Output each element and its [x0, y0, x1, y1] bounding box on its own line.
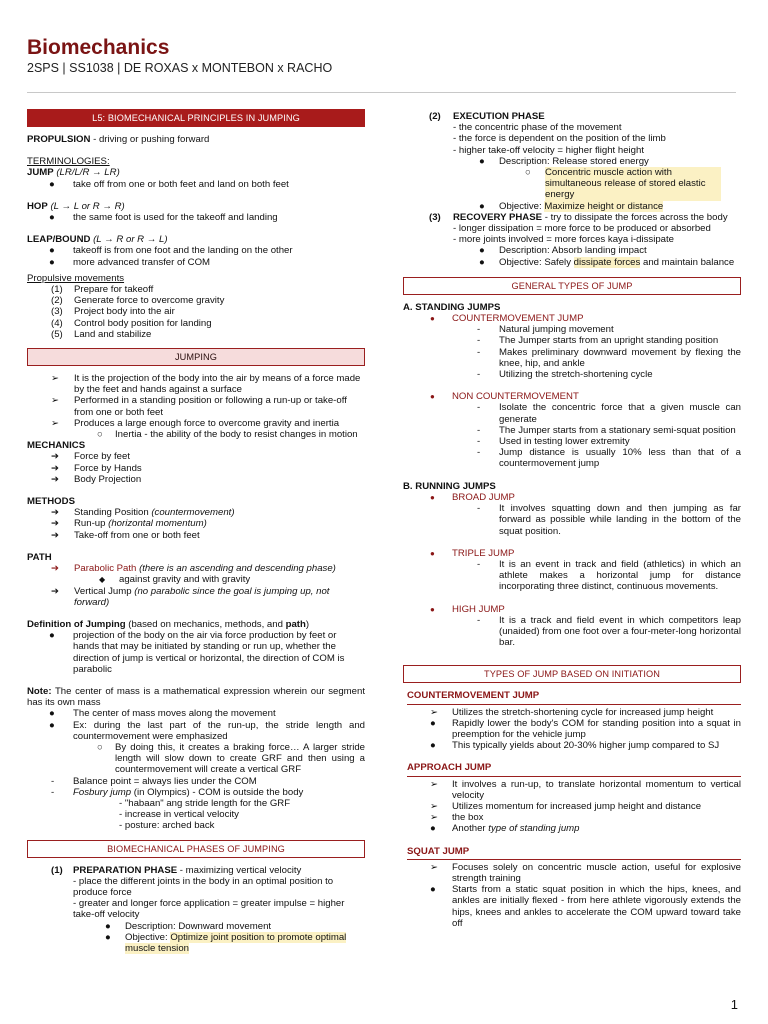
list-item: ➢ It is the projection of the body into the air by means of a force made by the feet and hands against a surface [51, 373, 361, 396]
list-item: ➔ Parabolic Path (there is an ascending and descending phase) [51, 563, 336, 575]
init-cmj-heading: COUNTERMOVEMENT JUMP [407, 690, 741, 704]
list-item: ➢ Focuses solely on concentric muscle action, useful for explosive strength training [430, 861, 741, 884]
jump-term-line [27, 167, 365, 178]
bullet-icon: ● [430, 392, 435, 402]
list-item: ● Objective: Maximize height or distance [479, 200, 664, 212]
leap-notation: (L → R or R → L) [90, 234, 168, 246]
category-triple: ● TRIPLE JUMP [430, 547, 515, 559]
page-number: 1 [730, 997, 738, 1012]
list-item: ➔ Force by Hands [51, 462, 142, 474]
section-band-initiation: TYPES OF JUMP BASED ON INITIATION [403, 665, 741, 683]
bullet-icon: ● [49, 719, 55, 731]
arrow-icon: ➢ [51, 373, 60, 385]
arrow-right-icon: ➔ [51, 462, 60, 474]
list-item: ➢ the box [430, 812, 484, 824]
fosbury-sub: - "habaan" ang stride length for the GRF [119, 797, 291, 809]
propulsive-heading: Propulsive movements [27, 272, 125, 284]
hop-notation: (L → L or R → R) [47, 200, 125, 212]
list-item: ◆ against gravity and with gravity [99, 574, 251, 586]
bullet-icon: ● [49, 256, 55, 268]
list-item: ➔ Run-up (horizontal momentum) [51, 518, 207, 530]
list-item: ● Description: Release stored energy [479, 155, 649, 167]
fosbury-sub: - increase in vertical velocity [119, 809, 239, 821]
propulsion-line [27, 134, 365, 145]
standing-heading: A. STANDING JUMPS [403, 301, 501, 313]
terminologies-heading: TERMINOLOGIES: [27, 156, 110, 168]
methods-heading: METHODS [27, 496, 75, 508]
list-item: - The Jumper starts from a stationary semi-squat position [477, 424, 736, 436]
section-band-general: GENERAL TYPES OF JUMP [403, 277, 741, 295]
note-line: Note: The center of mass is a mathematical expression wherein our segment has its own mass [27, 685, 365, 709]
arrow-right-icon: ➔ [51, 507, 60, 519]
approach-heading: APPROACH JUMP [407, 762, 741, 776]
jump-notation: (LR/L/R → LR) [53, 167, 120, 179]
bullet-icon: ● [479, 245, 485, 257]
list-item: ➔ Take-off from one or both feet [51, 529, 200, 541]
list-item: - It is a track and field event in which competitors leap (unaided) from one foot over a four-meter-long horizontal bar. [477, 614, 741, 649]
leap-term: LEAP/BOUND [27, 234, 91, 246]
bullet-icon: ● [105, 931, 111, 943]
list-item: - Utilizing the stretch-shortening cycle [477, 369, 653, 381]
list-item: ● Ex: during the last part of the run-up, the stride length and countermovement were emphasized [49, 719, 365, 742]
exec-line: - higher take-off velocity = higher flight height [453, 144, 645, 156]
definition-line: Definition of Jumping (based on mechanics, methods, and path) [27, 618, 310, 630]
list-item: - It is an event in track and field (athletics) in which an athlete makes a horizontal jump for distance incorporating three distinct, continuous movements. [477, 558, 741, 593]
page-title: Biomechanics [27, 36, 170, 59]
list-item: (3) Project body into the air [51, 306, 175, 318]
bullet-icon: ● [430, 314, 435, 324]
arrow-icon: ➢ [51, 395, 60, 407]
list-item: ➢ Utilizes momentum for increased jump height and distance [430, 800, 702, 812]
list-item: ● Description: Absorb landing impact [479, 245, 647, 257]
list-item: ● projection of the body on the air via force production by feet or hands that may be initiated by standing or run up, whether the direction of jump is vertical or horizontal, the direction of COM is parabolic [49, 630, 345, 675]
arrow-right-icon: ➔ [51, 473, 60, 485]
rec-line: - more joints involved = more forces kaya i-dissipate [453, 234, 675, 246]
bullet-icon: ● [430, 604, 435, 614]
arrow-icon: ➢ [51, 417, 60, 429]
list-item: ● Objective: Safely dissipate forces and maintain balance [479, 256, 735, 268]
list-item: ➢ Performed in a standing position or following a run-up or take-off from one or both feet [51, 395, 347, 418]
path-heading: PATH [27, 551, 52, 563]
list-item: - Jump distance is usually 10% less than that of a countermovement jump [477, 447, 741, 470]
bullet-icon: ● [430, 548, 435, 558]
list-item: ● the same foot is used for the takeoff and landing [49, 212, 278, 224]
right-column [403, 111, 741, 929]
list-item: (2) Generate force to overcome gravity [51, 295, 225, 307]
list-item: (4) Control body position for landing [51, 317, 212, 329]
hop-term-line [27, 201, 365, 212]
list-item: ● Starts from a static squat position in which the hips, knees, and ankles are initially flexed - from here athlete vigorously extends the hips, knees and ankles to accelerate the COM upward toward take off [430, 884, 741, 929]
leap-term-line [27, 234, 365, 245]
list-item: ● take off from one or both feet and land on both feet [49, 178, 289, 190]
exec-line: - the concentric phase of the movement [453, 122, 622, 134]
mechanics-heading: MECHANICS [27, 440, 86, 452]
list-item: ➔ Force by feet [51, 451, 130, 463]
category-high: ● HIGH JUMP [430, 603, 505, 615]
jump-term: JUMP [27, 167, 54, 179]
page-subtitle: 2SPS | SS1038 | DE ROXAS x MONTEBON x RACHO [27, 61, 333, 75]
list-item: ➢ Utilizes the stretch-shortening cycle for increased jump height [430, 706, 714, 718]
list-item: ● Objective: Optimize joint position to promote optimal muscle tension [105, 931, 347, 954]
left-column [27, 106, 365, 954]
arrow-right-icon: ➔ [51, 451, 60, 463]
arrow-right-icon: ➔ [51, 563, 60, 575]
list-item: ● The center of mass moves along the movement [49, 708, 276, 720]
circle-bullet-icon: ○ [97, 741, 103, 753]
fosbury-sub: - posture: arched back [119, 820, 215, 832]
list-item: - Natural jumping movement [477, 324, 614, 336]
phase-execution: (2) EXECUTION PHASE [429, 111, 545, 122]
bullet-icon: ● [49, 630, 55, 642]
category-cmj: ● COUNTERMOVEMENT JUMP [430, 313, 584, 325]
bullet-icon: ● [49, 245, 55, 257]
circle-bullet-icon: ○ [97, 429, 103, 441]
bullet-icon: ● [430, 823, 436, 835]
list-item: ➔ Body Projection [51, 473, 142, 485]
category-ncm: ● NON COUNTERMOVEMENT [430, 391, 579, 403]
list-item: ○ By doing this, it creates a braking force… A larger stride length will slow down to create GRF and then using a countermovement will create a vertical GRF [97, 741, 365, 776]
list-item: (5) Land and stabilize [51, 328, 152, 340]
list-item: ➔ Standing Position (countermovement) [51, 507, 235, 519]
list-item: ○ Concentric muscle action with simultaneous release of stored elastic energy [403, 167, 741, 201]
list-item: ● Rapidly lower the body's COM for standing position into a squat in preemption for the vehicle jump [430, 717, 741, 740]
list-item: - It involves squatting down and then jumping as far forward as possible while landing in the bottom of the squat position. [477, 503, 741, 537]
category-broad: ● BROAD JUMP [430, 491, 515, 503]
bullet-icon: ● [479, 200, 485, 212]
list-item: - Fosbury jump (in Olympics) - COM is outside the body [51, 786, 304, 798]
bullet-icon: ● [479, 256, 485, 268]
list-item: ● takeoff is from one foot and the landing on the other [49, 245, 293, 257]
list-item: - Balance point = always lies under the COM [51, 775, 257, 787]
bullet-icon: ● [49, 212, 55, 224]
section-band-l5: L5: BIOMECHANICAL PRINCIPLES IN JUMPING [27, 109, 365, 127]
list-item: ● This typically yields about 20-30% higher jump compared to SJ [430, 740, 720, 752]
circle-bullet-icon: ○ [525, 167, 531, 179]
list-item: - The Jumper starts from an upright standing position [477, 335, 719, 347]
list-item: ○ Inertia - the ability of the body to resist changes in motion [97, 429, 358, 441]
list-item: - Makes preliminary downward movement by flexing the knee, hip, and ankle [477, 346, 741, 369]
list-item: ● Another type of standing jump [430, 823, 580, 835]
section-band-jumping: JUMPING [27, 348, 365, 366]
arrow-right-icon: ➔ [51, 585, 60, 597]
arrow-right-icon: ➔ [51, 518, 60, 530]
bullet-icon: ● [479, 155, 485, 167]
diamond-bullet-icon: ◆ [99, 575, 106, 585]
arrow-right-icon: ➔ [51, 529, 60, 541]
bullet-icon: ● [49, 708, 55, 720]
prep-line: - greater and longer force application = greater impulse = higher take-off velocity [73, 898, 345, 921]
running-heading: B. RUNNING JUMPS [403, 480, 496, 492]
squat-heading: SQUAT JUMP [407, 846, 741, 860]
list-item: ● more advanced transfer of COM [49, 256, 211, 268]
list-item: - Isolate the concentric force that a given muscle can generate [477, 402, 741, 425]
bullet-icon: ● [105, 920, 111, 932]
phase-preparation: (1) PREPARATION PHASE - maximizing vertical velocity [51, 864, 302, 876]
bullet-icon: ● [430, 492, 435, 502]
propulsion-term: PROPULSION [27, 134, 91, 145]
exec-line: - the force is dependent on the position of the limb [453, 133, 666, 145]
prep-line: - place the different joints in the body in an optimal position to produce force [73, 875, 334, 898]
section-band-phases: BIOMECHANICAL PHASES OF JUMPING [27, 840, 365, 858]
hop-term: HOP [27, 200, 48, 212]
list-item: - Used in testing lower extremity [477, 436, 630, 448]
header-divider [27, 92, 736, 93]
list-item: ➢ Produces a large enough force to overcome gravity and inertia [51, 417, 340, 429]
propulsion-def: - driving or pushing forward [90, 134, 210, 145]
list-item: (1) Prepare for takeoff [51, 284, 154, 296]
rec-line: - longer dissipation = more force to be produced or absorbed [453, 223, 711, 235]
list-item: ● Description: Downward movement [105, 920, 272, 932]
bullet-icon: ● [49, 178, 55, 190]
list-item: ➢ It involves a run-up, to translate horizontal momentum to vertical velocity [430, 778, 741, 801]
list-item: ➔ Vertical Jump (no parabolic since the goal is jumping up, not forward) [51, 585, 330, 608]
phase-recovery: (3) RECOVERY PHASE - try to dissipate the forces across the body [429, 211, 728, 223]
